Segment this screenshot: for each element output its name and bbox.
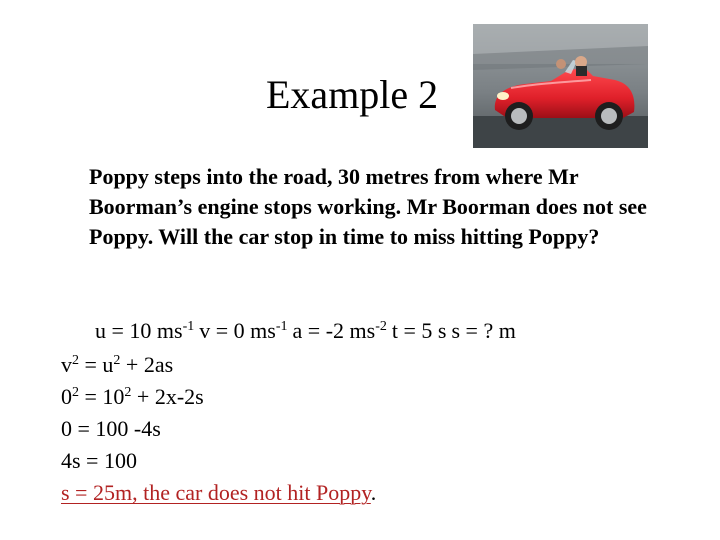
equation-line: $v^2 = u^2 + 2as$ — [61, 352, 174, 377]
working-steps — [61, 349, 376, 509]
problem-statement: Poppy steps into the road, 30 metres from where Mr Boorman’s engine stops working. Mr Boorman does not see Poppy. Will the car stop in time to miss hitting Poppy? — [89, 164, 647, 249]
substitution-line: $0^2 = 10^2 + 2x-2s$ — [61, 384, 204, 409]
answer-text: s = 25m, the car does not hit Poppy — [61, 480, 371, 505]
slide-title: Example 2 — [266, 72, 439, 117]
given-values — [95, 317, 516, 345]
red-convertible-car-photo — [473, 24, 648, 148]
given-a: a = -2 $ms^{-2}$ — [292, 318, 387, 343]
given-u: u = 10 $ms^{-1}$ — [95, 318, 195, 343]
answer-line: s = 25m, the car does not hit Poppy. — [61, 480, 377, 505]
rearrange-line: 4s = 100 — [61, 448, 137, 473]
given-v: v = 0 $ms^{-1}$ — [199, 318, 288, 343]
simplify-line: 0 = 100 -4s — [61, 416, 161, 441]
given-t: t = 5 s — [391, 318, 447, 343]
given-s: s = ? m — [451, 318, 516, 343]
